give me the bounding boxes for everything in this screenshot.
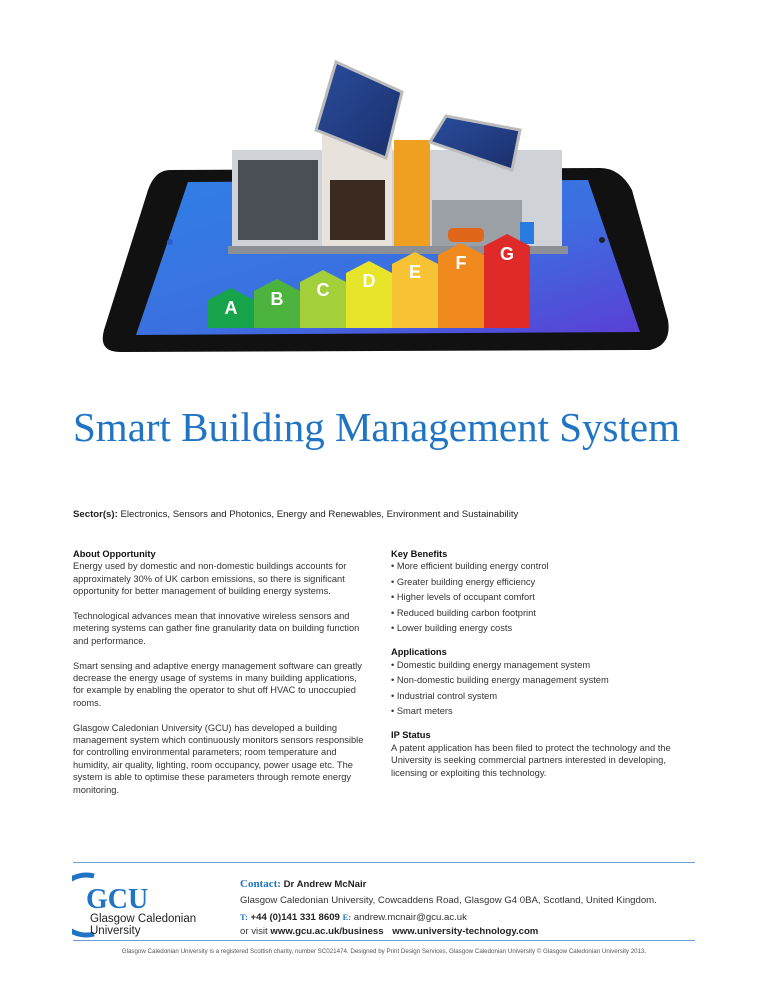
- sectors-value: Electronics, Sensors and Photonics, Energy and Renewables, Environment and Sustainability: [120, 509, 519, 520]
- logo-line2: University: [90, 925, 141, 937]
- applications-list: [391, 659, 701, 718]
- about-paragraph: Technological advances mean that innovative wireless sensors and metering systems can gather fine granularity data on building function and performance.: [73, 611, 360, 646]
- address: Glasgow Caledonian University, Cowcaddens Road, Glasgow G4 0BA, Scotland, United Kingdom.: [240, 895, 657, 906]
- right-column: [391, 548, 701, 791]
- about-paragraph: Energy used by domestic and non-domestic buildings accounts for approximately 30% of UK carbon emissions, so there is significant opportunity for better management of building energy systems.: [73, 561, 347, 597]
- tel-label: T:: [240, 912, 248, 922]
- logo-mark: GCU: [86, 884, 149, 915]
- key-benefits-section: [391, 548, 701, 634]
- phone-number[interactable]: +44 (0)141 331 8609: [250, 912, 340, 923]
- energy-label-b: B: [270, 289, 284, 309]
- contact-label: Contact:: [240, 878, 281, 890]
- list-item: • Domestic building energy management system: [391, 659, 701, 671]
- about-paragraph: Glasgow Caledonian University (GCU) has developed a building management system which continuously monitors sensors responsible for controlling environmental parameters; room temperature and humidity, air quality, lighting, room occupancy, power usage etc. The system is able to optimise these parameters through remote energy monitoring.: [73, 722, 364, 795]
- house-model: [228, 62, 568, 254]
- legal-notice: Glasgow Caledonian University is a registered Scottish charity, number SC021474. Designed by Print Design Services, Glasgow Caledonian University © Glasgow Caledonian University 2013.: [121, 948, 647, 955]
- list-item: • Smart meters: [391, 705, 701, 717]
- hero-illustration: [0, 0, 768, 370]
- sectors-line: [73, 509, 713, 520]
- visit-prefix: or visit: [240, 926, 268, 937]
- contact-block: [240, 876, 700, 938]
- ip-heading: IP Status: [391, 730, 431, 741]
- footer-divider-bottom: [73, 940, 695, 941]
- energy-label-c: C: [316, 280, 330, 300]
- list-item: • Non-domestic building energy management system: [391, 674, 701, 686]
- about-opportunity-section: [73, 548, 368, 808]
- list-item: • Industrial control system: [391, 690, 701, 702]
- benefits-heading: Key Benefits: [391, 549, 448, 559]
- ip-text: A patent application has been filed to protect the technology and the University is seeking commercial partners interested in developing, licensing or exploiting this technology.: [391, 742, 671, 778]
- contact-name: Dr Andrew McNair: [283, 879, 367, 890]
- energy-label-f: F: [455, 253, 467, 273]
- energy-label-e: E: [408, 262, 422, 282]
- list-item: • More efficient building energy control: [391, 560, 701, 572]
- gcu-logo: [72, 870, 212, 940]
- url-link-gcu[interactable]: www.gcu.ac.uk/business: [270, 926, 384, 937]
- ip-status-section: [391, 729, 701, 779]
- about-paragraph: Smart sensing and adaptive energy management software can greatly decrease the energy usage of systems in many building applications, for example by enabling the operator to shut off HVAC to unoccupied rooms.: [73, 660, 362, 708]
- page-title: Smart Building Management System: [73, 404, 680, 450]
- sectors-label: Sector(s):: [73, 509, 118, 520]
- applications-section: [391, 646, 701, 717]
- about-heading: About Opportunity: [73, 549, 156, 559]
- email-label: E:: [342, 912, 352, 922]
- url-link-university-technology[interactable]: www.university-technology.com: [392, 926, 539, 937]
- benefits-list: [391, 560, 701, 634]
- logo-line1: Glasgow Caledonian: [90, 913, 197, 925]
- list-item: • Lower building energy costs: [391, 622, 701, 634]
- email-link[interactable]: andrew.mcnair@gcu.ac.uk: [353, 912, 467, 923]
- applications-heading: Applications: [391, 647, 447, 658]
- energy-label-g: G: [499, 244, 515, 264]
- energy-label-a: A: [224, 298, 238, 318]
- list-item: • Higher levels of occupant comfort: [391, 591, 701, 603]
- list-item: • Reduced building carbon footprint: [391, 607, 701, 619]
- list-item: • Greater building energy efficiency: [391, 576, 701, 588]
- footer-divider-top: [73, 862, 695, 863]
- energy-label-d: D: [362, 271, 376, 291]
